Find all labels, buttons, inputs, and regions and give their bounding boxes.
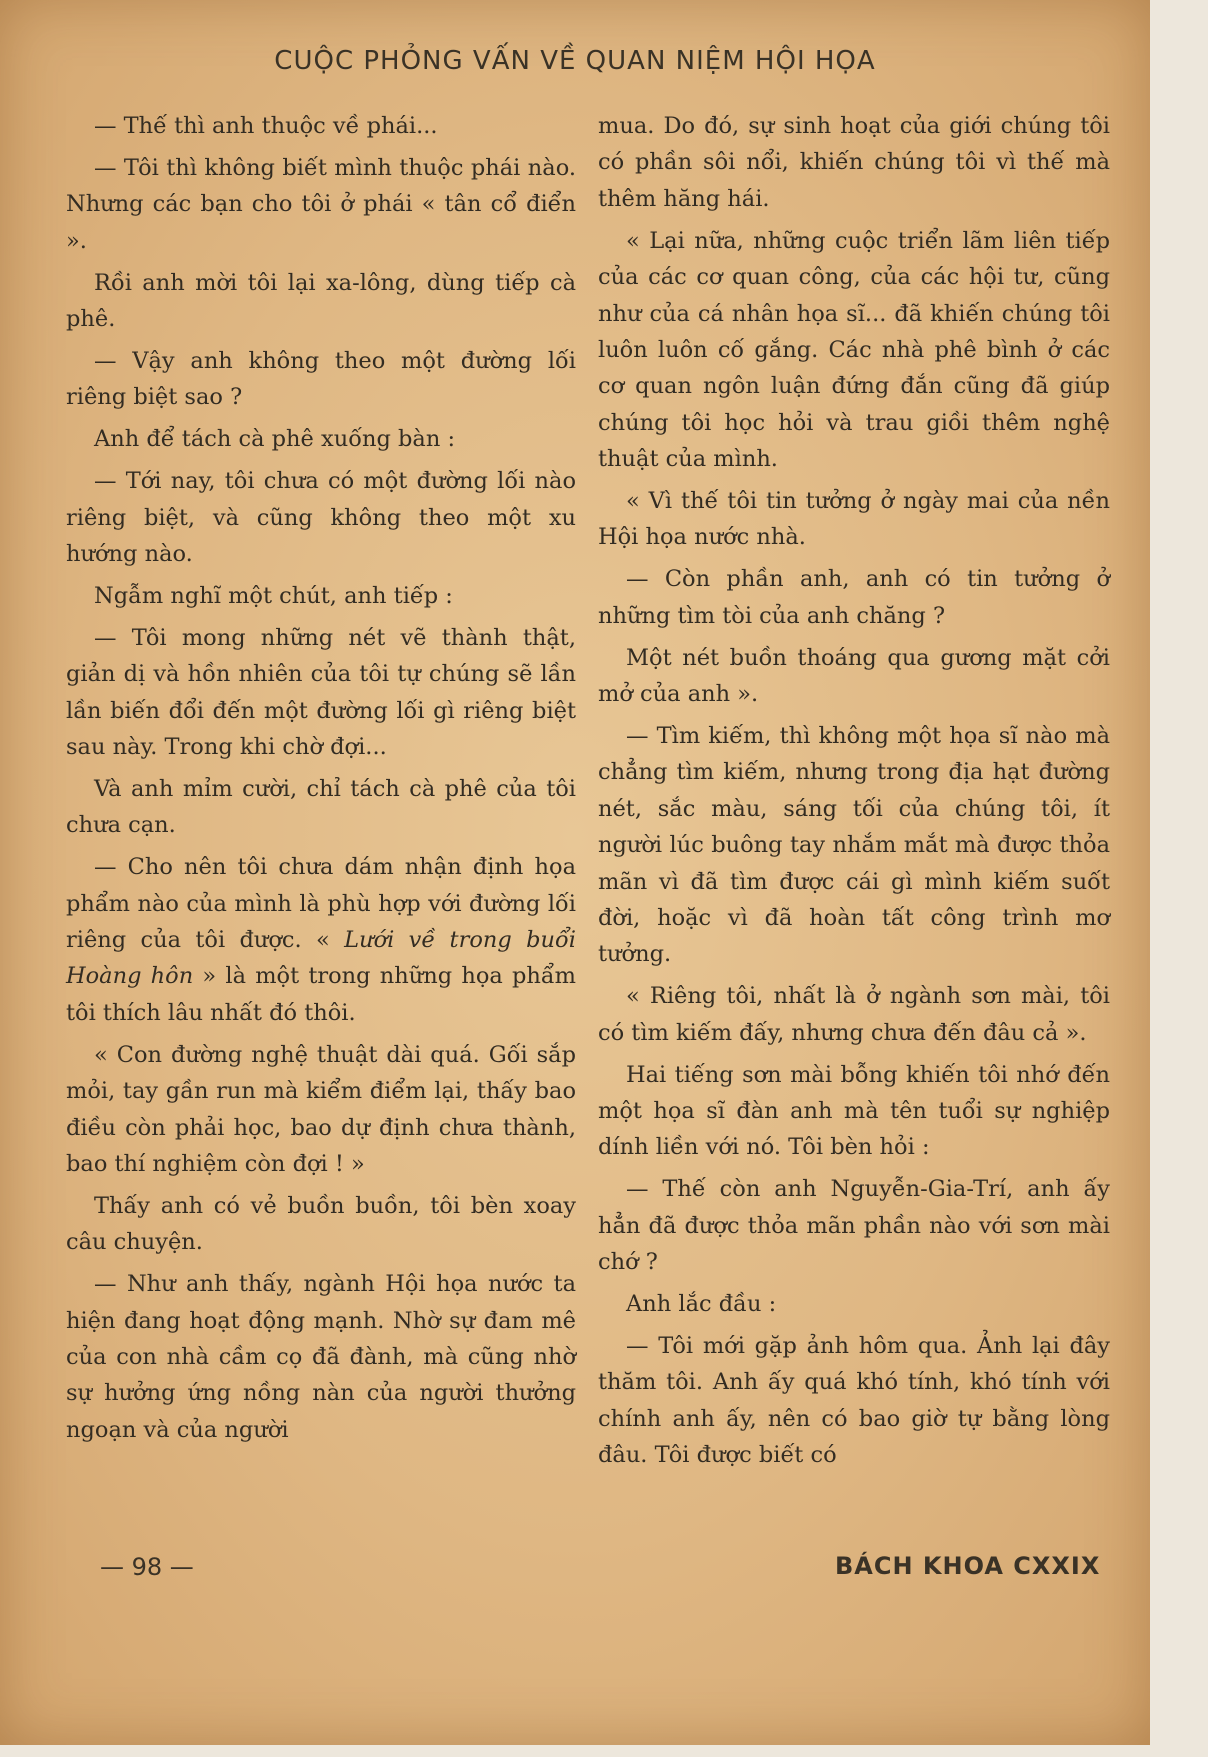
left-column <box>66 108 576 1454</box>
paragraph: — Còn phần anh, anh có tin tưởng ở những tìm tòi của anh chăng ? <box>598 566 1110 629</box>
paragraph: — Thế thì anh thuộc về phái... <box>94 113 438 139</box>
paragraph: Anh lắc đầu : <box>626 1291 777 1318</box>
paragraph: « Lại nữa, những cuộc triển lãm liên tiếp của các cơ quan công, của các hội tư, cũng như của cá nhân họa sĩ... đã khiến chúng tôi luôn luôn cố gắng. Các nhà phê bình ở các cơ quan ngôn luận đứng đắn cũng đã giúp chúng tôi học hỏi và trau giồi thêm nghệ thuật của mình. <box>598 227 1110 473</box>
paragraph-text: » là một trong những họa phẩm tôi thích lâu nhất đó thôi. <box>66 963 577 1026</box>
paragraph: — Tới nay, tôi chưa có một đường lối nào riêng biệt, và cũng không theo một xu hướng nào. <box>66 468 576 567</box>
paragraph: « Vì thế tôi tin tưởng ở ngày mai của nền Hội họa nước nhà. <box>598 488 1110 551</box>
artwork-title: Lưới về trong buổi Hoàng hôn <box>66 927 576 990</box>
right-column <box>598 108 1110 1479</box>
paragraph: Hai tiếng sơn mài bỗng khiến tôi nhớ đến một họa sĩ đàn anh mà tên tuổi sự nghiệp dính liền với nó. Tôi bèn hỏi : <box>598 1061 1110 1161</box>
paragraph: — Vậy anh không theo một đường lối riêng biệt sao ? <box>66 347 576 411</box>
paragraph: — Như anh thấy, ngành Hội họa nước ta hiện đang hoạt động mạnh. Nhờ sự đam mê của con nhà cầm cọ đã đành, mà cũng nhờ sự hưởng ứng nồng nàn của người thưởng ngoạn và của người <box>66 1271 576 1443</box>
paragraph: Rồi anh mời tôi lại xa-lông, dùng tiếp cà phê. <box>66 269 576 333</box>
paragraph: Một nét buồn thoáng qua gương mặt cởi mở của anh ». <box>598 644 1110 708</box>
paragraph: Ngẫm nghĩ một chút, anh tiếp : <box>94 582 453 609</box>
paragraph-text: — Cho nên tôi chưa dám nhận định họa phẩm nào của mình là phù hợp với đường lối riêng của tôi được. « <box>66 854 576 954</box>
paragraph: — Tôi mong những nét vẽ thành thật, giản dị và hồn nhiên của tôi tự chúng sẽ lần lần biến đổi đến một đường lối gì riêng biệt sau này. Trong khi chờ đợi... <box>66 624 576 760</box>
page-number: — 98 — <box>100 1553 194 1581</box>
paragraph: « Con đường nghệ thuật dài quá. Gối sắp mỏi, tay gần run mà kiểm điểm lại, thấy bao điều còn phải học, bao dự định chưa thành, bao thí nghiệm còn đợi ! » <box>66 1041 576 1177</box>
paragraph: — Tôi mới gặp ảnh hôm qua. Ảnh lại đây thăm tôi. Anh ấy quá khó tính, khó tính với chính anh ấy, nên có bao giờ tự bằng lòng đâu. Tôi được biết có <box>598 1333 1110 1469</box>
journal-name: BÁCH KHOA CXXIX <box>835 1552 1101 1580</box>
paragraph: — Thế còn anh Nguyễn-Gia-Trí, anh ấy hẳn đã được thỏa mãn phần nào với sơn mài chớ ? <box>598 1176 1110 1276</box>
paragraph: « Riêng tôi, nhất là ở ngành sơn mài, tôi có tìm kiếm đấy, nhưng chưa đến đâu cả ». <box>598 983 1110 1046</box>
paragraph: Thấy anh có vẻ buồn buồn, tôi bèn xoay câu chuyện. <box>66 1192 576 1256</box>
paragraph: Và anh mỉm cười, chỉ tách cà phê của tôi chưa cạn. <box>66 775 576 839</box>
paragraph: Anh để tách cà phê xuống bàn : <box>94 426 456 453</box>
paragraph-with-title <box>66 849 576 1031</box>
page-header-title: CUỘC PHỎNG VẤN VỀ QUAN NIỆM HỘI HỌA <box>274 46 876 76</box>
paragraph: — Tìm kiếm, thì không một họa sĩ nào mà chẳng tìm kiếm, nhưng trong địa hạt đường nét, sắc màu, sáng tối của chúng tôi, ít người lúc buông tay nhắm mắt mà được thỏa mãn vì đã tìm được cái gì mình kiếm suốt đời, hoặc vì đã hoàn tất công trình mơ tưởng. <box>598 723 1110 968</box>
paragraph: mua. Do đó, sự sinh hoạt của giới chúng tôi có phần sôi nổi, khiến chúng tôi vì thế mà thêm hăng hái. <box>598 113 1110 212</box>
paragraph: — Tôi thì không biết mình thuộc phái nào. Nhưng các bạn cho tôi ở phái « tân cổ điển ». <box>66 154 576 254</box>
